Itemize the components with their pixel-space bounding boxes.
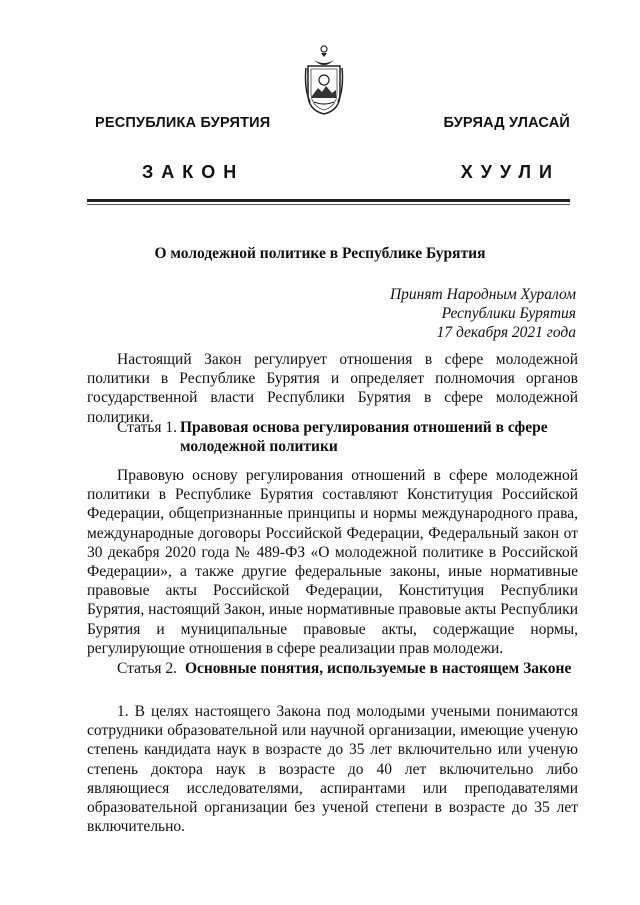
- article-1-paragraph: Правовую основу регулирования отношений в сфере молодежной политики в Республике Бурятия составляют Конституция Российской Федерации, общепризнанные принципы и нормы международного права, международные договоры Российской Федерации, Федеральный закон от 30 декабря 2020 года № 489-ФЗ «О молодежной политике в Российской Федерации», а также другие федеральные законы, иные нормативные правовые акты Российской Федерации, Конституция Республики Бурятия, настоящий Закон, иные нормативные правовые акты Республики Бурятия и муниципальные правовые акты, содержащие нормы, регулирующие отношения в сфере реализации прав молодежи.: [87, 467, 578, 657]
- article-1-title: Правовая основа регулирования отношений в сфере молодежной политики: [180, 419, 548, 455]
- header-divider-thick: [87, 199, 570, 202]
- law-title: О молодежной политике в Республике Бурятия: [154, 245, 486, 262]
- adoption-note: [390, 285, 576, 342]
- law-label-buryat: ХУУЛИ: [460, 162, 560, 182]
- article-1-number: Статья 1.: [117, 419, 178, 436]
- article-2-number: Статья 2.: [117, 660, 178, 677]
- article-2-title: Основные понятия, используемые в настоящем Законе: [184, 660, 572, 677]
- header-divider-thin: [87, 204, 570, 205]
- preamble-paragraph: Настоящий Закон регулирует отношения в сфере молодежной политики в Республике Бурятия и определяет полномочия органов государственной власти Республики Бурятия в сфере молодежной политики.: [87, 351, 578, 426]
- header-republic-russian: РЕСПУБЛИКА БУРЯТИЯ: [95, 115, 271, 131]
- coat-of-arms-icon: [304, 44, 344, 116]
- article-2-paragraph: 1. В целях настоящего Закона под молодыми учеными понимаются сотрудники образовательной или научной организации, имеющие ученую степень кандидата наук в возрасте до 35 лет включительно или ученую степень доктора наук в возрасте до 40 лет включительно либо являющиеся исследователями, аспирантами или преподавателями образовательной организации без ученой степени в возрасте до 35 лет включительно.: [87, 703, 578, 836]
- header-republic-buryat: БУРЯАД УЛАСАЙ: [443, 115, 570, 131]
- adoption-line: 17 декабря 2021 года: [436, 324, 576, 341]
- adoption-line: Республики Бурятия: [441, 305, 576, 322]
- law-label-russian: ЗАКОН: [142, 162, 245, 182]
- article-2-heading: [117, 660, 571, 678]
- adoption-line: Принят Народным Хуралом: [389, 286, 576, 303]
